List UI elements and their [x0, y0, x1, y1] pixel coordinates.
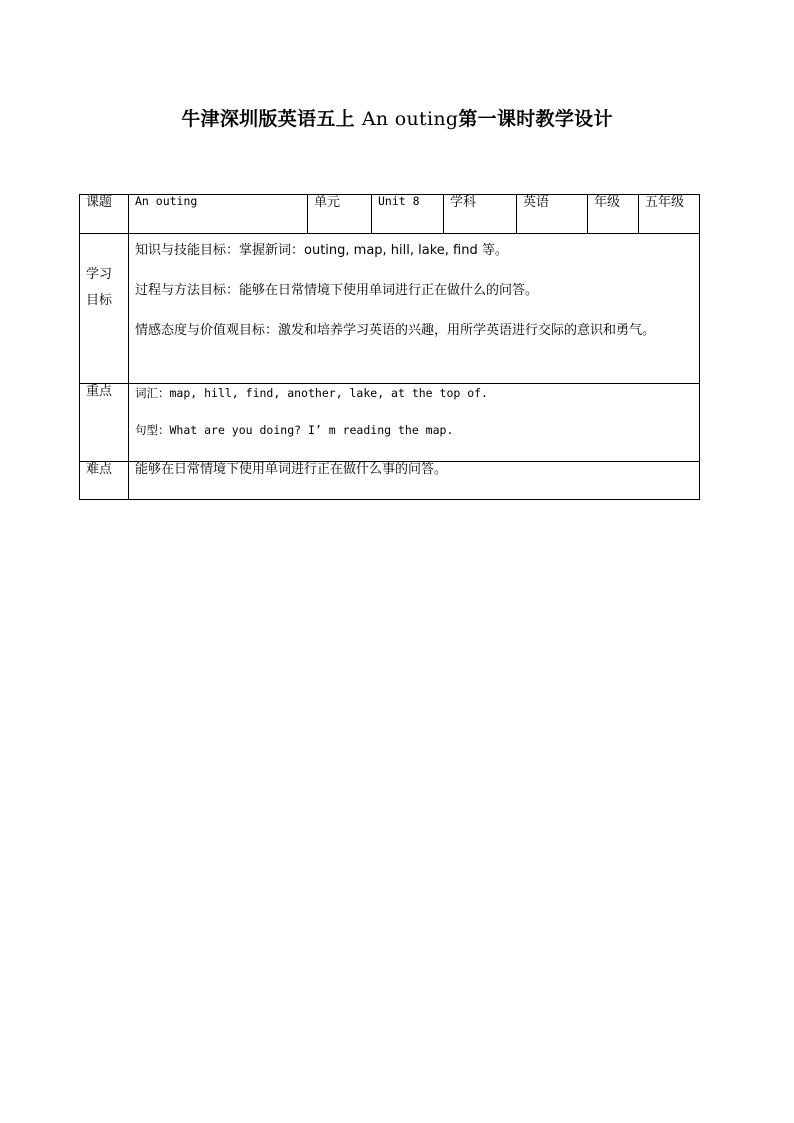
page-title: [0, 104, 794, 131]
grade-value: 五年级: [639, 195, 700, 234]
key-points-vocab: 词汇：map, hill, find, another, lake, at the top of.: [135, 386, 488, 400]
objectives-content: [129, 234, 700, 384]
unit-label: 单元: [308, 195, 372, 234]
unit-value: Unit 8: [372, 195, 444, 234]
title-prefix: 牛津深圳版英语五上: [181, 108, 355, 130]
objective-knowledge: 知识与技能目标：掌握新词：outing, map, hill, lake, find 等。: [135, 243, 508, 258]
table-row-key-points: [80, 384, 700, 462]
topic-label: 课题: [80, 195, 129, 234]
objective-process: 过程与方法目标：能够在日常情境下使用单词进行正在做什么的问答。: [135, 283, 539, 298]
key-points-sentence: 句型：What are you doing? I’ m reading the map.: [135, 423, 454, 437]
title-english: An outing: [361, 108, 459, 130]
subject-value: 英语: [517, 195, 588, 234]
table-row-difficulties: [80, 462, 700, 500]
difficulties-content: 能够在日常情境下使用单词进行正在做什么事的问答。: [129, 462, 700, 500]
difficulties-label: 难点: [80, 462, 129, 500]
objectives-label: [80, 234, 129, 384]
objective-attitude: 情感态度与价值观目标：激发和培养学习英语的兴趣，用所学英语进行交际的意识和勇气。: [135, 323, 656, 338]
title-suffix: 第一课时教学设计: [458, 108, 613, 130]
key-points-content: [129, 384, 700, 462]
topic-value: An outing: [129, 195, 308, 234]
table-row-header: [80, 195, 700, 234]
key-points-label: 重点: [80, 384, 129, 462]
subject-label: 学科: [444, 195, 517, 234]
objectives-label-line1: 学习: [86, 267, 113, 282]
objectives-label-line2: 目标: [86, 293, 113, 308]
table-row-objectives: [80, 234, 700, 384]
grade-label: 年级: [588, 195, 639, 234]
lesson-plan-table: [79, 194, 700, 500]
